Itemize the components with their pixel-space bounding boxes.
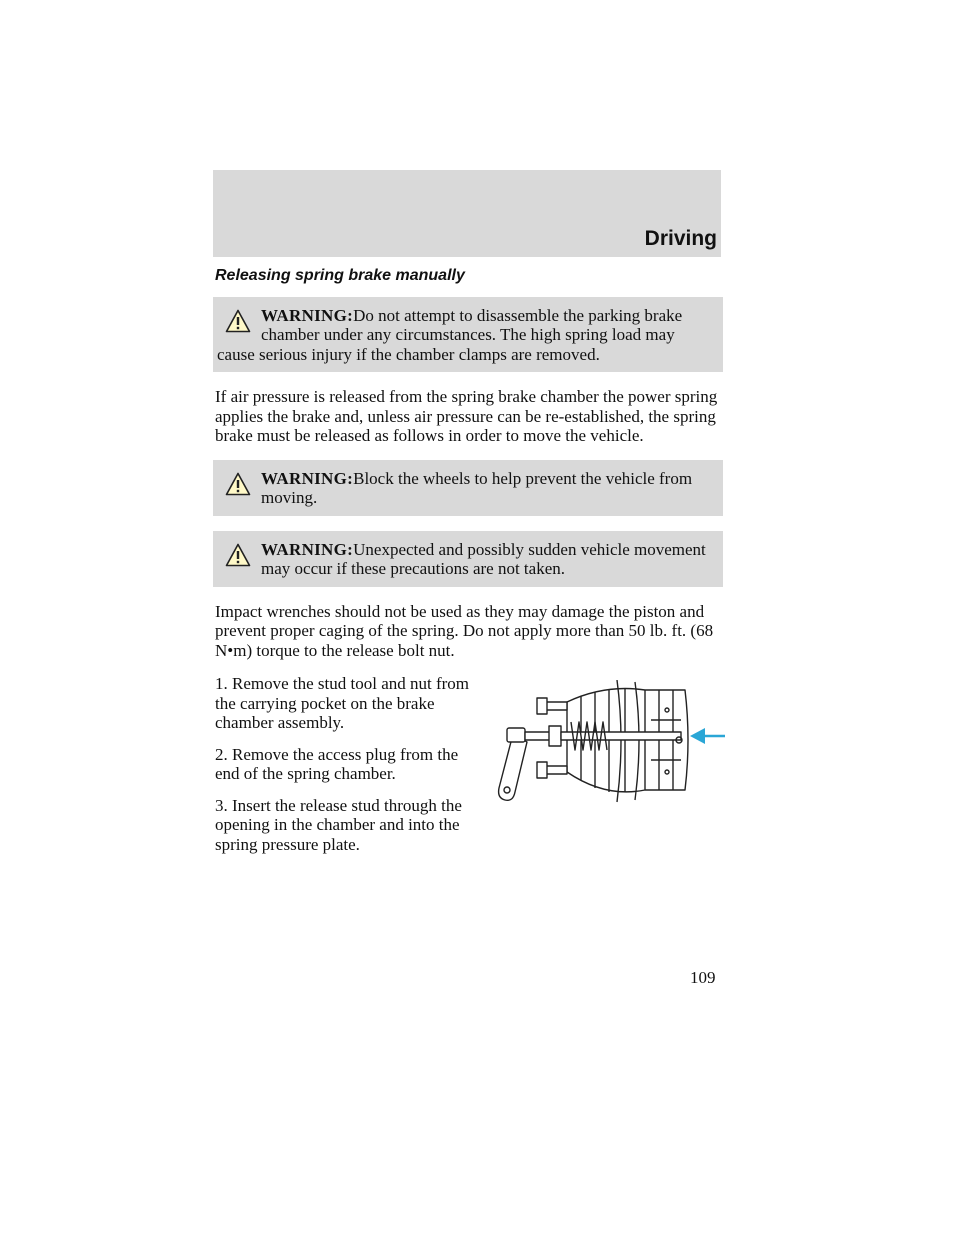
warning-triangle-icon bbox=[225, 309, 251, 333]
page-number: 109 bbox=[690, 968, 716, 987]
warning-box-1 bbox=[213, 297, 723, 373]
warning-label: WARNING: bbox=[261, 305, 354, 325]
brake-chamber-illustration bbox=[485, 680, 725, 830]
warning-box-2 bbox=[213, 460, 723, 516]
warning-text-line1: Do not attempt to disassemble the parking brake bbox=[353, 305, 683, 325]
warning-text-line3: cause serious injury if the chamber clamps are removed. bbox=[217, 344, 600, 364]
subheading: Releasing spring brake manually bbox=[215, 267, 465, 284]
header-band bbox=[213, 170, 721, 257]
step-3: 3. Insert the release stud through the opening in the chamber and into the spring pressure plate. bbox=[215, 795, 462, 854]
warning-text: Block the wheels to help prevent the vehicle from moving. bbox=[261, 468, 693, 507]
step-1: 1. Remove the stud tool and nut from the carrying pocket on the brake chamber assembly. bbox=[215, 674, 470, 732]
warning-triangle-icon bbox=[225, 472, 251, 496]
paragraph-impact-wrenches: Impact wrenches should not be used as they may damage the piston and prevent proper caging of the spring. Do not apply more than 50 lb. ft. (68 N•m) torque to the release bolt nut. bbox=[215, 601, 714, 660]
step-2: 2. Remove the access plug from the end of the spring chamber. bbox=[215, 744, 459, 783]
steps-section bbox=[215, 674, 721, 854]
warning-label: WARNING: bbox=[261, 539, 354, 559]
steps-list bbox=[215, 674, 475, 854]
warning-box-3 bbox=[213, 531, 723, 587]
warning-text-line2: chamber under any circumstances. The high spring load may bbox=[261, 325, 675, 344]
warning-label: WARNING: bbox=[261, 468, 354, 488]
page-content bbox=[215, 266, 721, 866]
paragraph-air-pressure: If air pressure is released from the spring brake chamber the power spring applies the brake and, unless air pressure can be re-established, the spring brake must be released as follows in order to move the vehicle. bbox=[215, 387, 718, 445]
warning-triangle-icon bbox=[225, 543, 251, 567]
section-title: Driving bbox=[644, 227, 717, 250]
arrow-indicator bbox=[690, 728, 725, 744]
warning-text: Unexpected and possibly sudden vehicle movement may occur if these precautions are not taken. bbox=[261, 539, 706, 578]
